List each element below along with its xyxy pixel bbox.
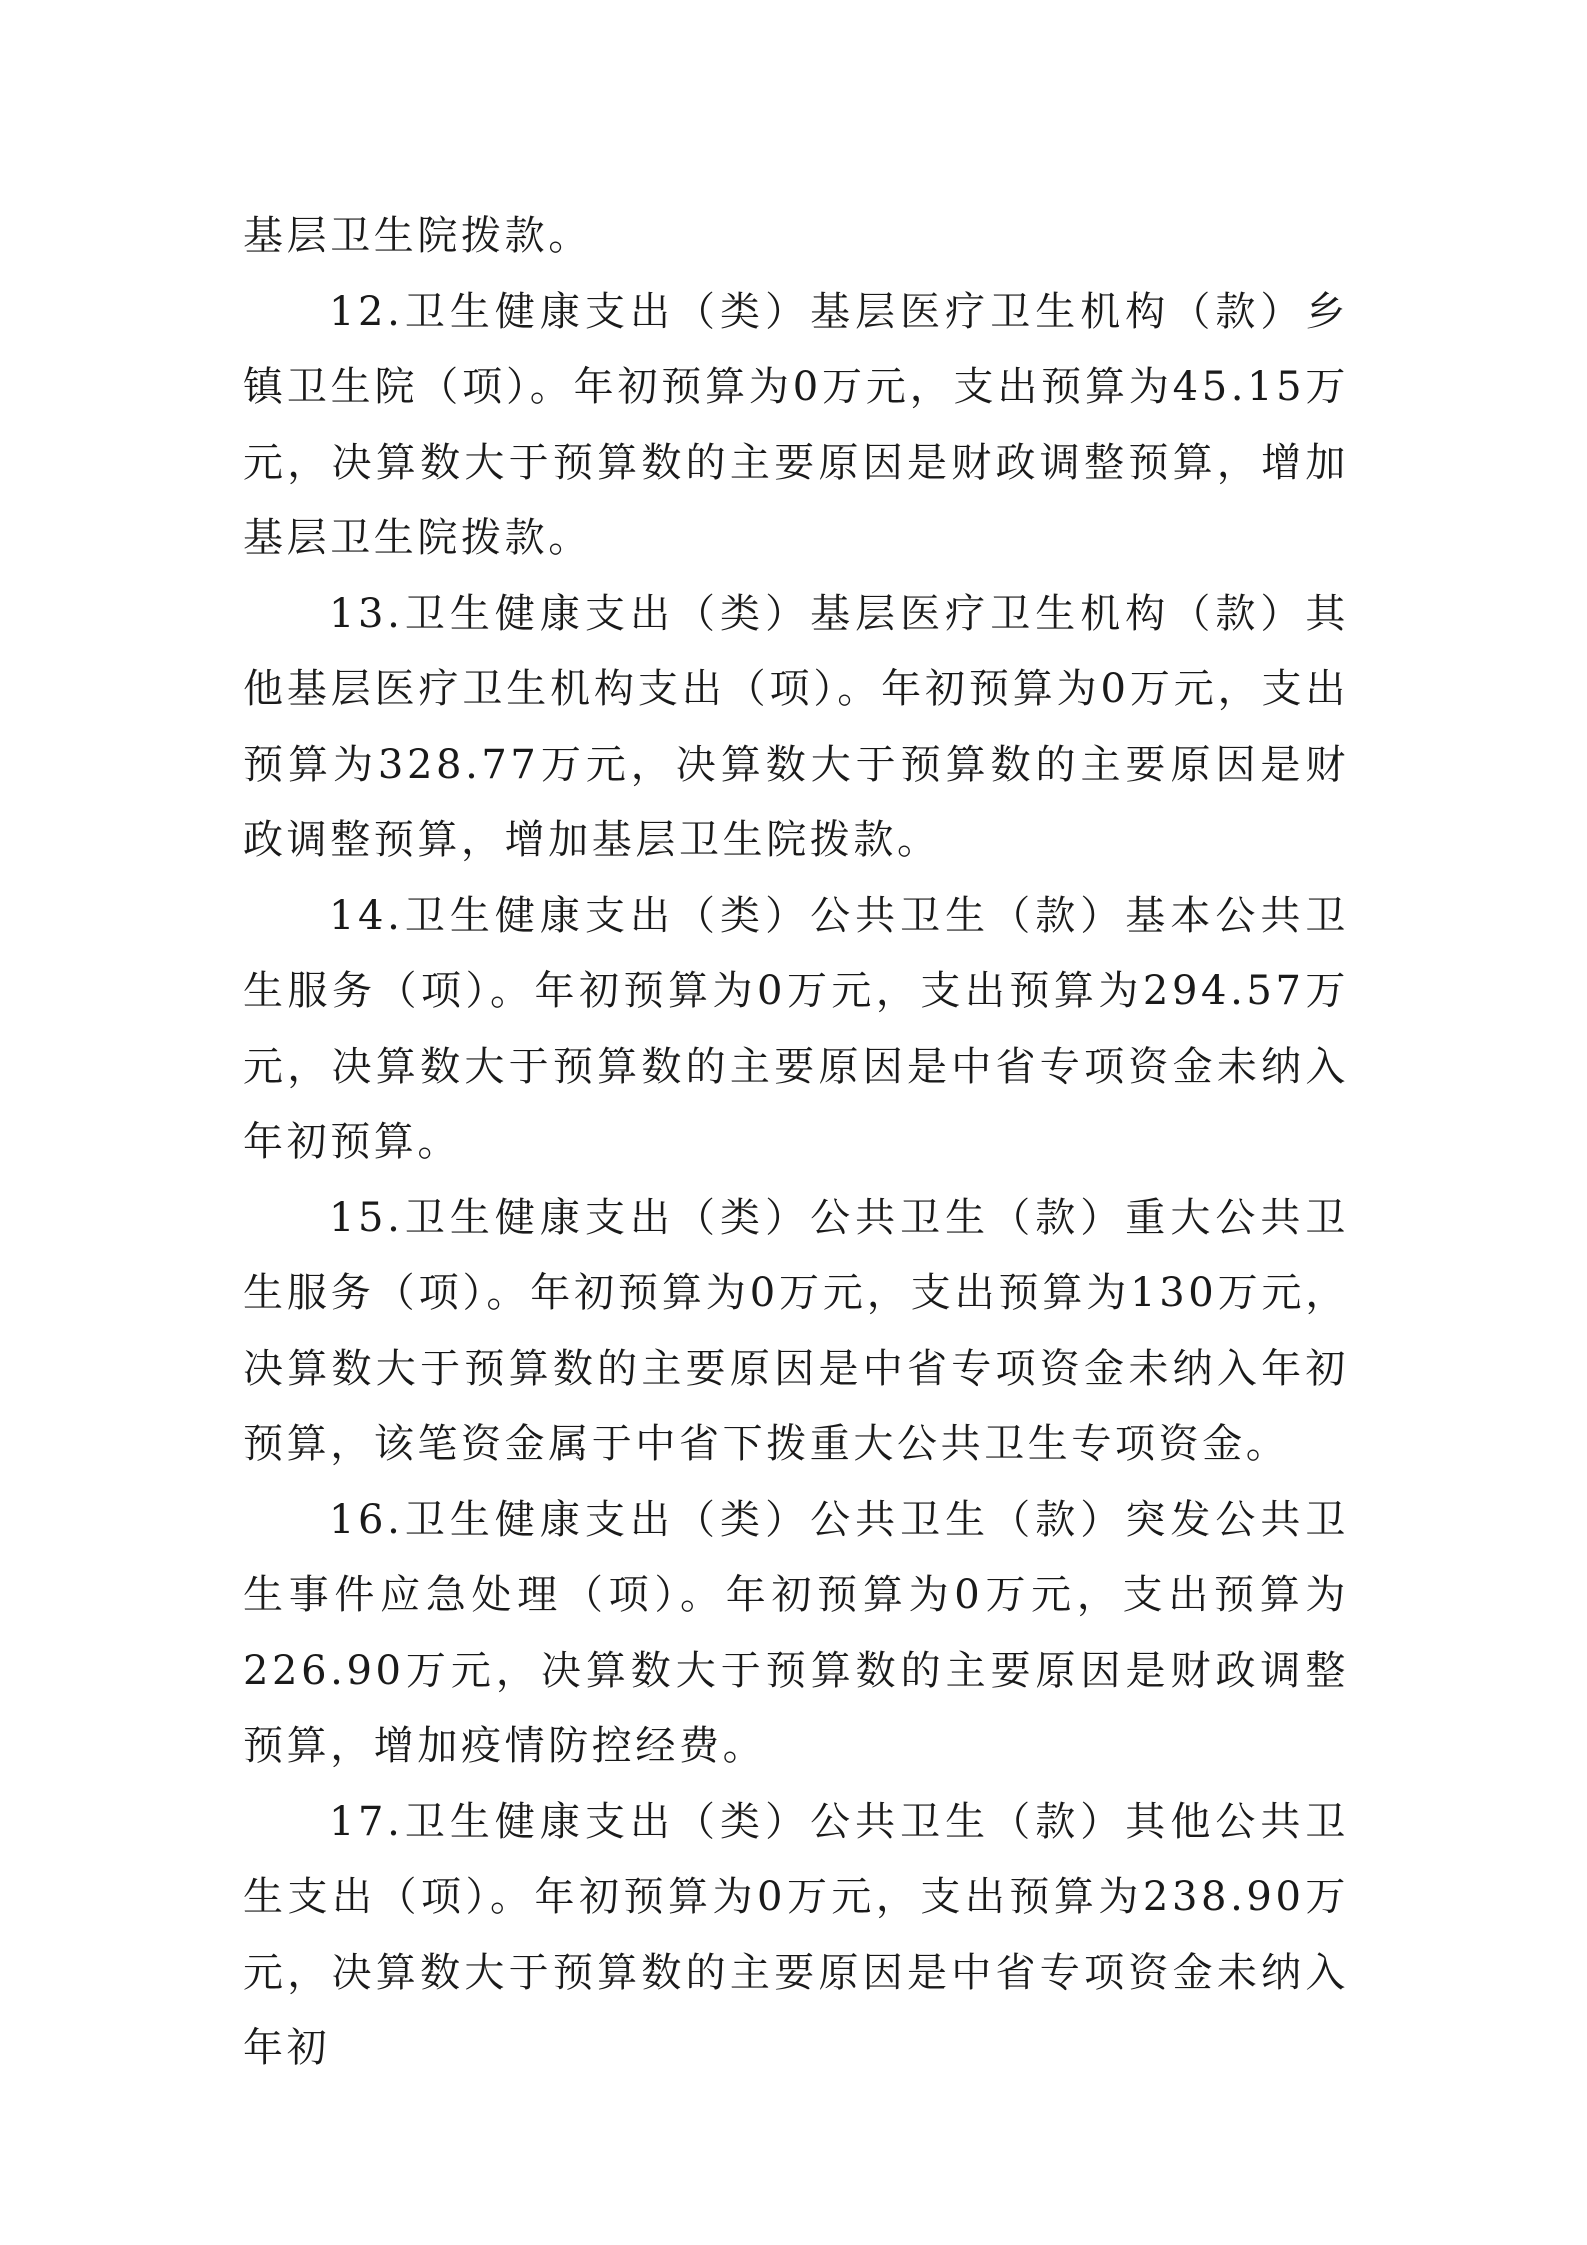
paragraph-16: 16.卫生健康支出（类）公共卫生（款）突发公共卫生事件应急处理（项）。年初预算为0万元，支出预算为226.90万元，决算数大于预算数的主要原因是财政调整预算，增加疫情防控经费。 [243, 1496, 1349, 1769]
paragraph-14: 14.卫生健康支出（类）公共卫生（款）基本公共卫生服务（项）。年初预算为0万元，支出预算为294.57万元，决算数大于预算数的主要原因是中省专项资金未纳入年初预算。 [243, 892, 1349, 1165]
paragraph-13: 13.卫生健康支出（类）基层医疗卫生机构（款）其他基层医疗卫生机构支出（项）。年初预算为0万元，支出预算为328.77万元，决算数大于预算数的主要原因是财政调整预算，增加基层卫生院拨款。 [243, 590, 1349, 863]
document-body [243, 199, 1349, 2087]
paragraph-15: 15.卫生健康支出（类）公共卫生（款）重大公共卫生服务（项）。年初预算为0万元，支出预算为130万元，决算数大于预算数的主要原因是中省专项资金未纳入年初预算，该笔资金属于中省下拨重大公共卫生专项资金。 [243, 1194, 1349, 1467]
paragraph-12: 12.卫生健康支出（类）基层医疗卫生机构（款）乡镇卫生院（项）。年初预算为0万元，支出预算为45.15万元，决算数大于预算数的主要原因是财政调整预算，增加基层卫生院拨款。 [243, 288, 1349, 561]
paragraph-17: 17.卫生健康支出（类）公共卫生（款）其他公共卫生支出（项）。年初预算为0万元，支出预算为238.90万元，决算数大于预算数的主要原因是中省专项资金未纳入年初 [243, 1798, 1349, 2071]
paragraph-11-continuation: 基层卫生院拨款。 [243, 213, 592, 259]
